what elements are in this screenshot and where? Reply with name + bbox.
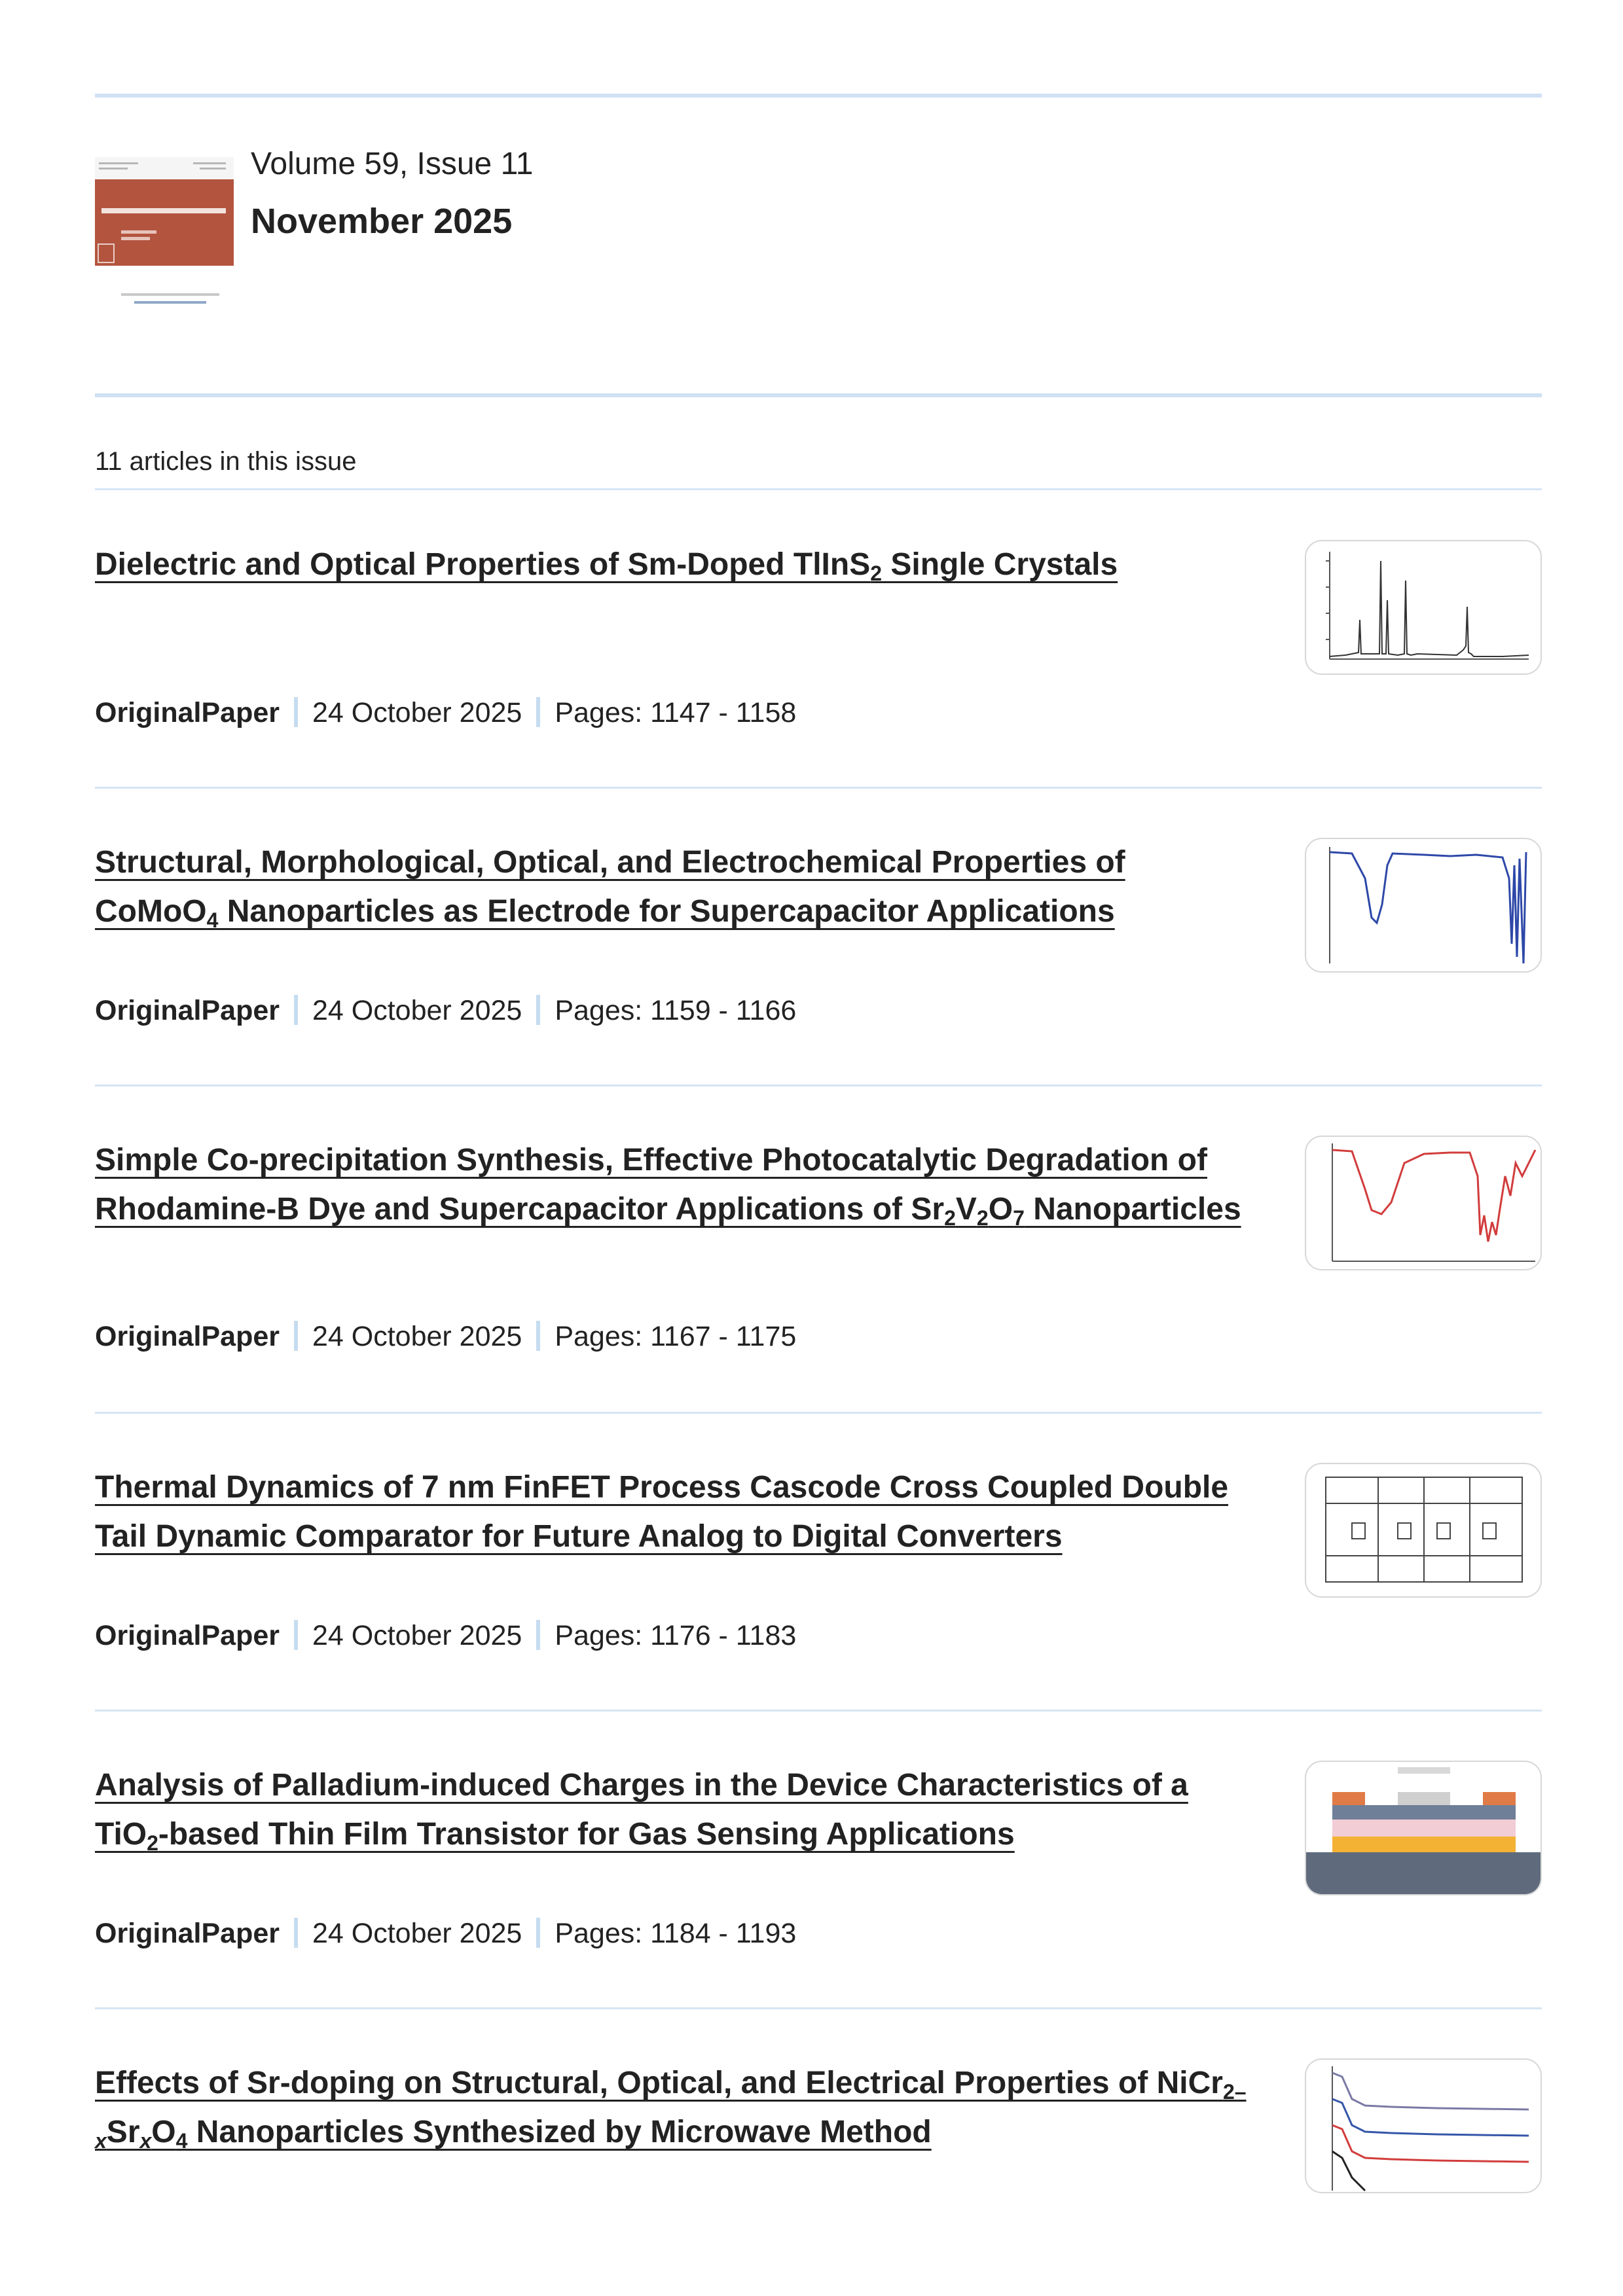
article-type: OriginalPaper (95, 697, 280, 728)
article-type: OriginalPaper (95, 1918, 280, 1949)
article-date: 24 October 2025 (312, 1620, 522, 1651)
article-title-link[interactable]: Simple Co-precipitation Synthesis, Effective Photocatalytic Degradation of Rhodamine-B Dye and Supercapacitor Applications of $Sr_2V_2O_7$ Nanoparticles (95, 1143, 1241, 1230)
issue-date: November 2025 (251, 202, 513, 241)
article-type: OriginalPaper (95, 995, 280, 1026)
article-divider (95, 787, 1542, 789)
list-top-divider (95, 488, 1542, 490)
article-count: 11 articles in this issue (95, 447, 357, 476)
article-date: 24 October 2025 (312, 1918, 522, 1949)
cover-top-strip (95, 157, 234, 180)
meta-separator (536, 1918, 540, 1948)
article-meta (95, 697, 796, 729)
meta-separator (294, 1918, 298, 1948)
article-pages: Pages: 1167 - 1175 (555, 1321, 797, 1352)
article-title-link[interactable]: Thermal Dynamics of 7 nm FinFET Process Cascode Cross Coupled Double Tail Dynamic Comparator for Future Analog to Digital Converters (95, 1470, 1229, 1554)
circuit-schematic-icon[interactable] (1305, 1463, 1542, 1598)
xrd-spectrum-icon[interactable] (1305, 540, 1542, 675)
article-meta (95, 1321, 796, 1353)
article-pages: Pages: 1176 - 1183 (555, 1620, 797, 1651)
device-stack-icon[interactable] (1305, 1761, 1542, 1895)
article-date: 24 October 2025 (312, 1321, 522, 1352)
meta-separator (536, 697, 540, 727)
article-title[interactable] (95, 838, 1247, 936)
header-top-divider (95, 94, 1542, 98)
article-title[interactable] (95, 1463, 1247, 1561)
meta-separator (294, 995, 298, 1025)
meta-separator (294, 1620, 298, 1650)
article-divider (95, 1085, 1542, 1086)
header-bottom-divider (95, 393, 1542, 397)
article-type: OriginalPaper (95, 1321, 280, 1352)
transmittance-curve-icon[interactable] (1305, 1136, 1542, 1270)
meta-separator (536, 1321, 540, 1351)
article-pages: Pages: 1159 - 1166 (555, 995, 797, 1026)
article-date: 24 October 2025 (312, 697, 522, 728)
article-title[interactable] (95, 2058, 1247, 2157)
article-pages: Pages: 1147 - 1158 (555, 697, 797, 728)
article-meta (95, 1620, 796, 1652)
meta-separator (536, 995, 540, 1025)
article-title-link[interactable]: Effects of Sr-doping on Structural, Optical, and Electrical Properties of $NiCr_{2-x}Sr_xO_4$ Nanoparticles Synthesized by Microwave Method (95, 2066, 1247, 2153)
article-title[interactable] (95, 540, 1247, 589)
article-type: OriginalPaper (95, 1620, 280, 1651)
article-pages: Pages: 1184 - 1193 (555, 1918, 797, 1949)
absorbance-curves-icon[interactable] (1305, 2058, 1542, 2193)
article-meta (95, 995, 796, 1027)
article-divider (95, 2007, 1542, 2009)
article-meta (95, 1918, 796, 1950)
meta-separator (536, 1620, 540, 1650)
cover-publisher-strip (95, 266, 234, 334)
meta-separator (294, 697, 298, 727)
ftir-transmittance-icon[interactable] (1305, 838, 1542, 973)
article-divider (95, 1412, 1542, 1414)
article-title[interactable] (95, 1761, 1247, 1859)
article-date: 24 October 2025 (312, 995, 522, 1026)
article-title-link[interactable]: Analysis of Palladium-induced Charges in the Device Characteristics of a TiO$_2$-based Thin Film Transistor for Gas Sensing Applications (95, 1768, 1188, 1855)
meta-separator (294, 1321, 298, 1351)
article-title-link[interactable]: Structural, Morphological, Optical, and Electrochemical Properties of CoMoO$_4$ Nanoparticles as Electrode for Supercapacitor Applications (95, 845, 1125, 932)
journal-cover-image[interactable] (95, 157, 234, 334)
issue-volume: Volume 59, Issue 11 (251, 147, 534, 181)
article-title[interactable] (95, 1136, 1247, 1234)
cover-band (95, 179, 234, 266)
article-divider (95, 1710, 1542, 1712)
article-title-link[interactable]: Dielectric and Optical Properties of Sm-Doped TlInS$_2$ Single Crystals (95, 547, 1118, 585)
